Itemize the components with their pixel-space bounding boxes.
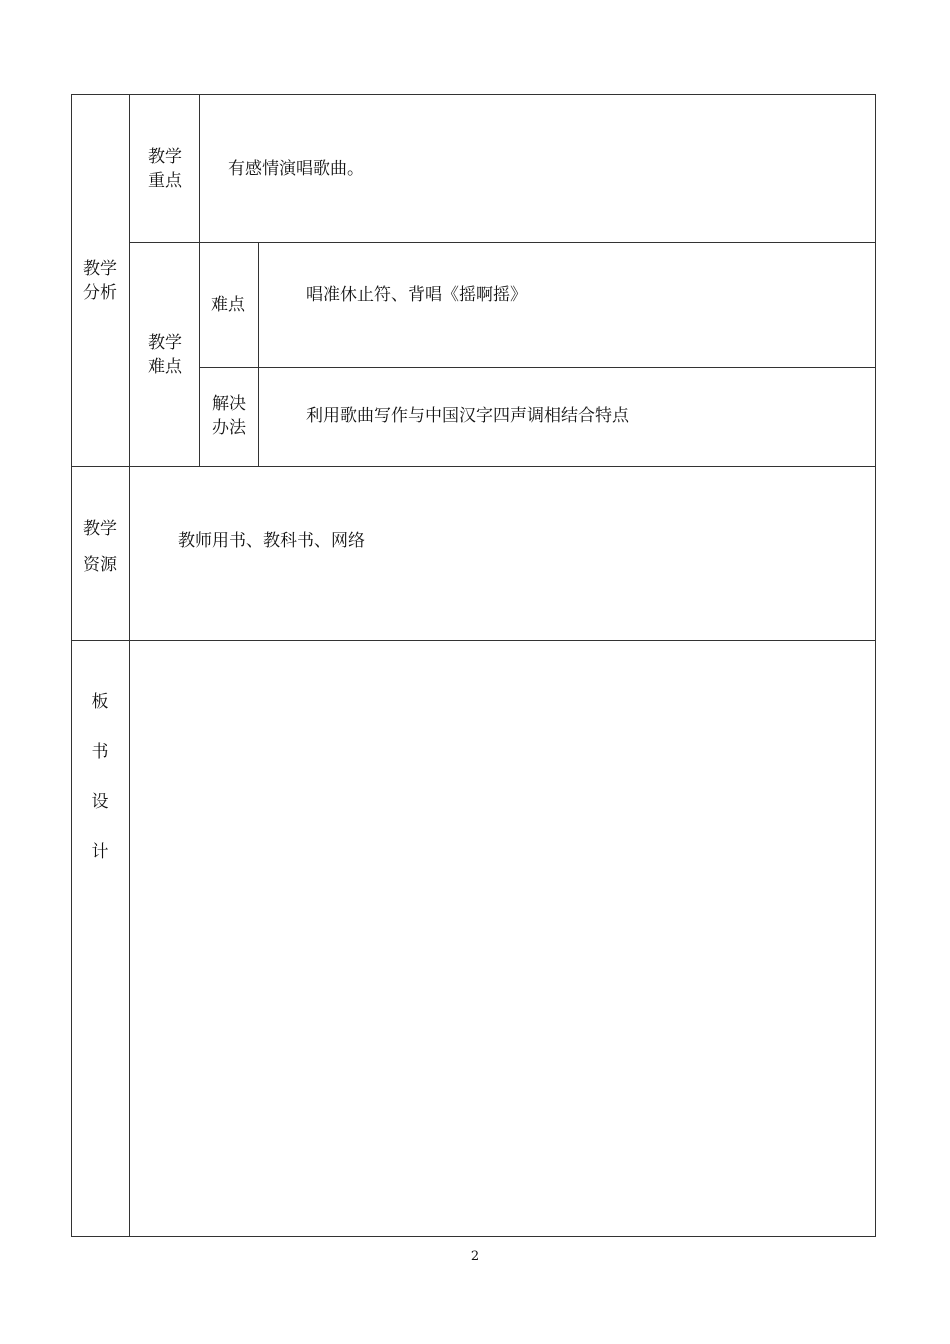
key-point-content: 有感情演唱歌曲。 — [228, 159, 364, 179]
row-divider-solution — [199, 367, 876, 368]
col-divider-3 — [258, 242, 259, 466]
page-number: 2 — [470, 1249, 480, 1264]
solution-content: 利用歌曲写作与中国汉字四声调相结合特点 — [306, 406, 629, 426]
col-divider-1 — [129, 94, 130, 1237]
resources-content: 教师用书、教科书、网络 — [178, 531, 365, 551]
difficulty-group-label: 教学 难点 — [148, 333, 182, 377]
col-divider-2 — [199, 94, 200, 466]
row-divider-analysis — [71, 466, 876, 467]
resources-label: 教学 资源 — [83, 519, 117, 575]
difficulty-label: 难点 — [211, 295, 245, 315]
analysis-label: 教学 分析 — [83, 259, 117, 303]
solution-label: 解决 办法 — [212, 394, 246, 438]
table-frame — [71, 94, 876, 1237]
row-divider-resources — [71, 640, 876, 641]
board-design-label: 板 书 设 计 — [91, 692, 109, 862]
key-point-label: 教学 重点 — [148, 147, 182, 191]
difficulty-content: 唱准休止符、背唱《摇啊摇》 — [306, 285, 527, 305]
row-divider-keypoint — [129, 242, 876, 243]
